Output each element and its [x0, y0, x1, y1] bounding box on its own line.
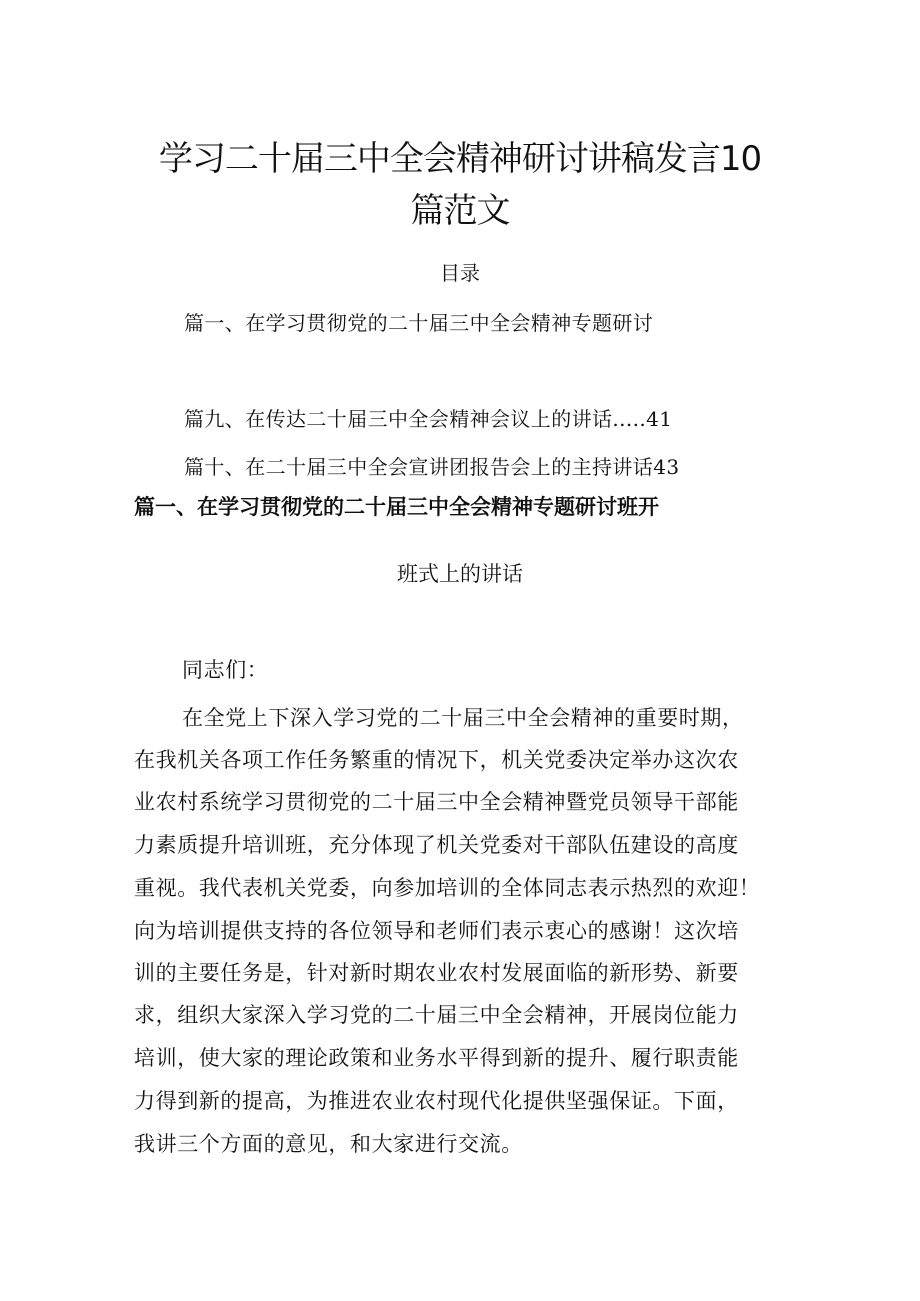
paragraph-line: 向为培训提供支持的各位领导和老师们表示衷心的感谢！这次培: [134, 919, 739, 943]
paragraph-line: 在全党上下深入学习党的二十届三中全会精神的重要时期，: [182, 706, 744, 730]
toc-item-9[interactable]: 篇九、在传达二十届三中全会精神会议上的讲话.....41: [184, 407, 673, 431]
paragraph-line: 业农村系统学习贯彻党的二十届三中全会精神暨党员领导干部能: [134, 790, 739, 814]
salutation: 同志们：: [182, 658, 269, 682]
section-title-line-1: 篇一、在学习贯彻党的二十届三中全会精神专题研讨班开: [134, 495, 659, 519]
document-title-line-1: 学习二十届三中全会精神研讨讲稿发言10: [158, 139, 762, 179]
paragraph-line: 在我机关各项工作任务繁重的情况下，机关党委决定举办这次农: [134, 748, 739, 772]
paragraph-line: 力得到新的提高，为推进农业农村现代化提供坚强保证。下面，: [134, 1089, 739, 1113]
paragraph-line: 培训，使大家的理论政策和业务水平得到新的提升、履行职责能: [134, 1046, 739, 1070]
paragraph-line: 力素质提升培训班，充分体现了机关党委对干部队伍建设的高度: [134, 833, 739, 857]
toc-item-1[interactable]: 篇一、在学习贯彻党的二十届三中全会精神专题研讨: [184, 311, 654, 335]
paragraph-line: 求，组织大家深入学习党的二十届三中全会精神，开展岗位能力: [134, 1003, 739, 1027]
document-title-line-2: 篇范文: [410, 191, 510, 231]
toc-heading: 目录: [440, 261, 480, 285]
toc-item-10[interactable]: 篇十、在二十届三中全会宣讲团报告会上的主持讲话43: [184, 455, 680, 479]
paragraph-line: 我讲三个方面的意见，和大家进行交流。: [134, 1132, 523, 1156]
paragraph-line: 重视。我代表机关党委，向参加培训的全体同志表示热烈的欢迎！: [134, 876, 761, 900]
section-title-line-2: 班式上的讲话: [397, 562, 523, 586]
paragraph-line: 训的主要任务是，针对新时期农业农村发展面临的新形势、新要: [134, 961, 739, 985]
